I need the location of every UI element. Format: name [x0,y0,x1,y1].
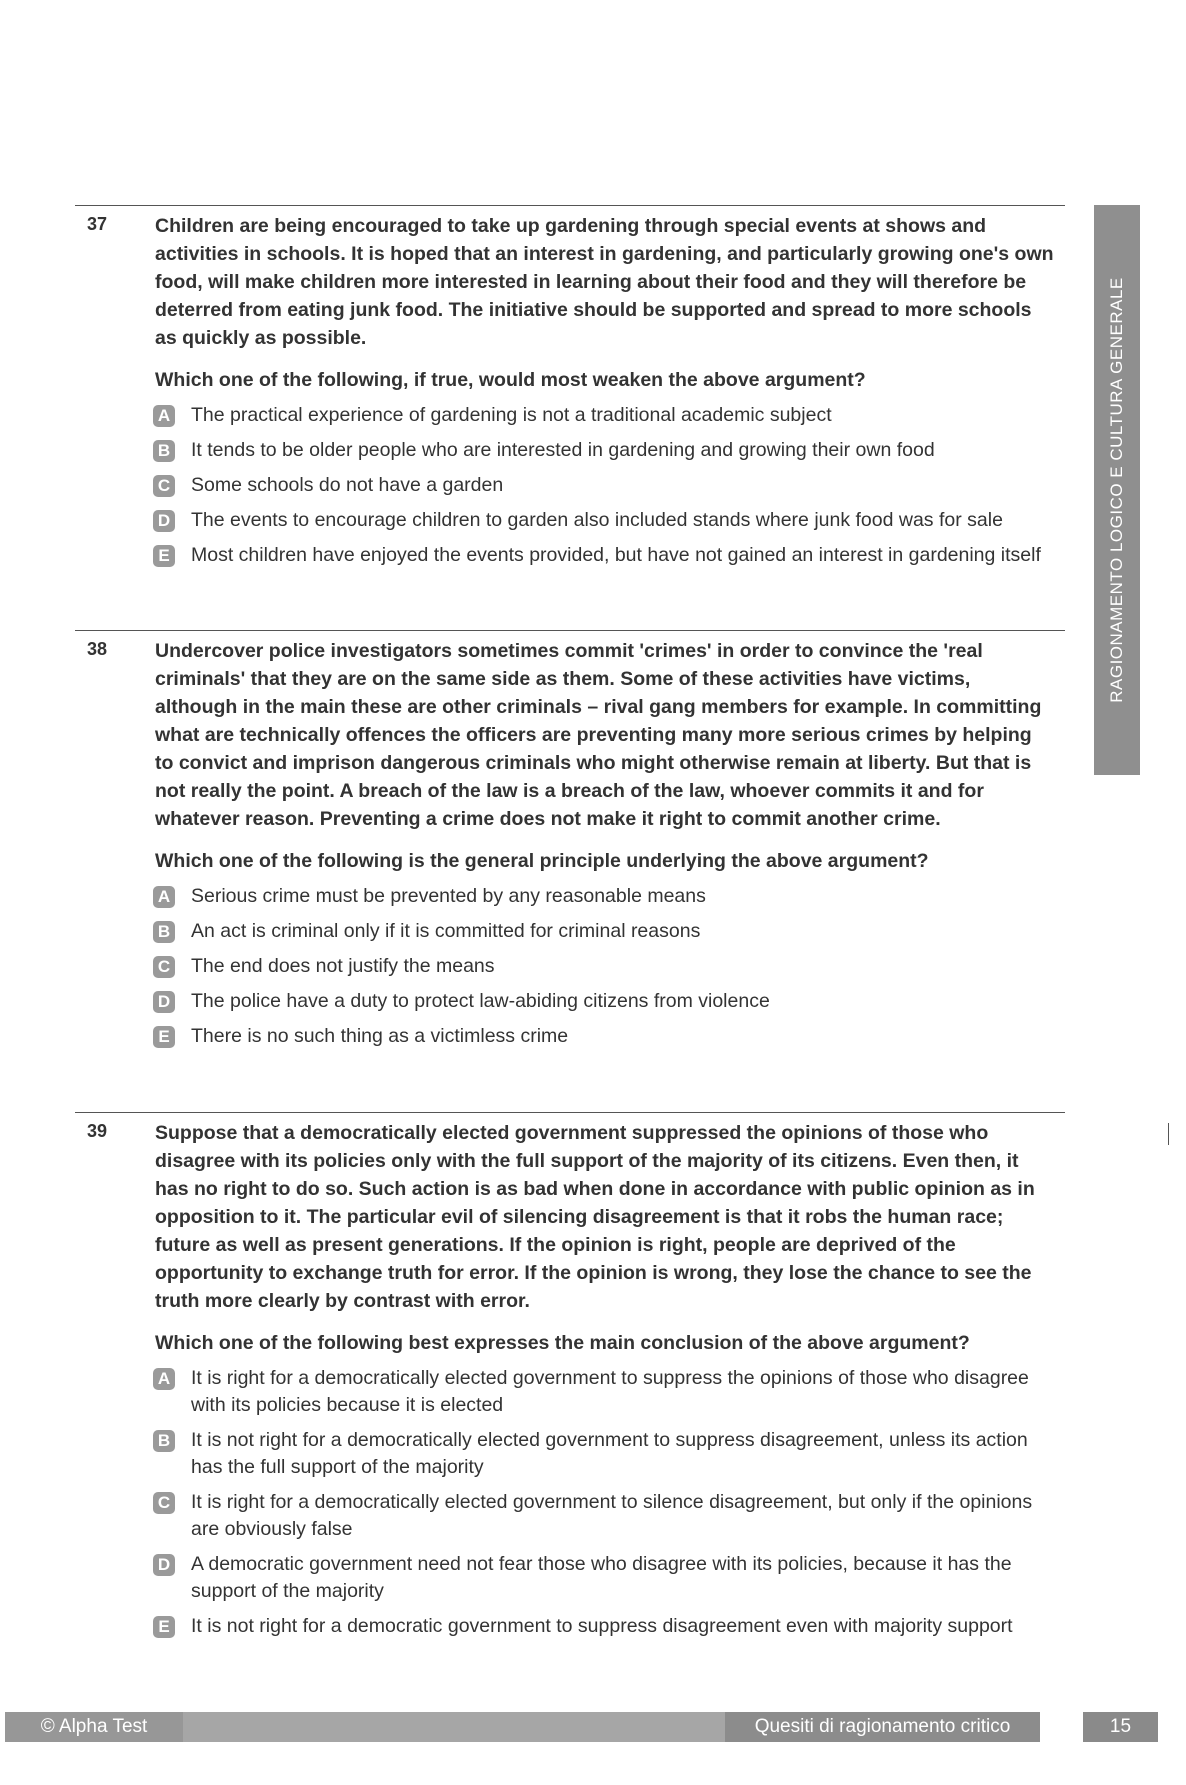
answer-option-d[interactable] [153,988,1053,1015]
option-text: The practical experience of gardening is not a traditional academic subject [191,404,832,426]
answer-option-e[interactable] [153,1023,1053,1050]
question-number: 37 [87,214,108,234]
option-letter-badge: D [153,991,175,1013]
answer-option-e[interactable] [153,542,1053,569]
section-side-tab-label: RAGIONAMENTO LOGICO E CULTURA GENERALE [1107,277,1127,703]
question-prompt: Which one of the following best expresses the main conclusion of the above argument? [155,1332,970,1354]
answer-option-a[interactable] [153,1365,1053,1419]
option-letter-badge: B [153,921,175,943]
option-letter-badge: A [153,405,175,427]
answer-option-c[interactable] [153,1489,1053,1543]
margin-mark [1168,1123,1169,1145]
question-prompt: Which one of the following, if true, would most weaken the above argument? [155,369,866,391]
answer-option-b[interactable] [153,918,1053,945]
option-text: It is right for a democratically elected government to suppress the opinions of those who disagree with its policies because it is elected [191,1367,1029,1416]
option-text: The end does not justify the means [191,955,495,977]
question-prompt: Which one of the following is the general principle underlying the above argument? [155,850,929,872]
answer-options [153,1365,1053,1640]
question-text: Children are being encouraged to take up gardening through special events at shows and activities in schools. It is hoped that an interest in gardening, and particularly growing one's own food, will make children more interested in learning about their food and they will therefore be deterred from eating junk food. The initiative should be supported and spread to more schools as quickly as possible. [155,215,1054,349]
option-text: Serious crime must be prevented by any reasonable means [191,885,706,907]
option-letter-badge: A [153,1368,175,1390]
option-text: It is not right for a democratically elected government to suppress disagreement, unless its action has the full support of the majority [191,1429,1028,1478]
option-letter-badge: D [153,510,175,532]
footer-section-title: Quesiti di ragionamento critico [725,1712,1040,1742]
question-37 [75,205,1065,577]
option-text: It is not right for a democratic government to suppress disagreement even with majority support [191,1615,1013,1637]
option-letter-badge: B [153,440,175,462]
answer-option-c[interactable] [153,472,1053,499]
question-text: Suppose that a democratically elected government suppressed the opinions of those who disagree with its policies only with the full support of the majority of its citizens. Even then, it has no right to do so. Such action is as bad when done in accordance with public opinion as in opposition to it. The particular evil of silencing disagreement is that it robs the human race; future as well as present generations. If the opinion is right, people are deprived of the opportunity to exchange truth for error. If the opinion is wrong, they lose the chance to see the truth more clearly by contrast with error. [155,1122,1035,1312]
answer-option-d[interactable] [153,507,1053,534]
option-text: A democratic government need not fear those who disagree with its policies, because it has the support of the majority [191,1553,1012,1602]
option-letter-badge: B [153,1430,175,1452]
answer-option-e[interactable] [153,1613,1053,1640]
answer-option-b[interactable] [153,437,1053,464]
question-number: 38 [87,639,108,659]
option-letter-badge: E [153,545,175,567]
option-text: Most children have enjoyed the events provided, but have not gained an interest in gardening itself [191,544,1041,566]
option-text: The police have a duty to protect law-abiding citizens from violence [191,990,770,1012]
answer-option-d[interactable] [153,1551,1053,1605]
footer-publisher: © Alpha Test [5,1712,183,1742]
option-text: Some schools do not have a garden [191,474,504,496]
question-38 [75,630,1065,1058]
option-text: The events to encourage children to garden also included stands where junk food was for sale [191,509,1003,531]
option-text: An act is criminal only if it is committed for criminal reasons [191,920,701,942]
option-letter-badge: A [153,886,175,908]
option-letter-badge: D [153,1554,175,1576]
section-side-tab [1094,205,1140,775]
answer-option-c[interactable] [153,953,1053,980]
option-letter-badge: C [153,1492,175,1514]
answer-option-a[interactable] [153,883,1053,910]
option-letter-badge: C [153,956,175,978]
question-number: 39 [87,1121,108,1141]
option-letter-badge: E [153,1616,175,1638]
question-text: Undercover police investigators sometimes commit 'crimes' in order to convince the 'real criminals' that they are on the same side as them. Some of these activities have victims, although in the main these are other criminals – rival gang members for example. In committing what are technically offences the officers are preventing many more serious crimes by helping to convict and imprison dangerous criminals who might otherwise remain at liberty. But that is not really the point. A breach of the law is a breach of the law, whoever commits it and for whatever reason. Preventing a crime does not make it right to commit another crime. [155,640,1042,830]
answer-options [153,402,1053,569]
answer-option-a[interactable] [153,402,1053,429]
answer-options [153,883,1053,1050]
question-39 [75,1112,1065,1648]
option-text: It tends to be older people who are interested in gardening and growing their own food [191,439,935,461]
option-text: It is right for a democratically elected government to silence disagreement, but only if the opinions are obviously false [191,1491,1033,1540]
option-text: There is no such thing as a victimless crime [191,1025,569,1047]
option-letter-badge: C [153,475,175,497]
answer-option-b[interactable] [153,1427,1053,1481]
option-letter-badge: E [153,1026,175,1048]
page-number: 15 [1083,1712,1158,1742]
